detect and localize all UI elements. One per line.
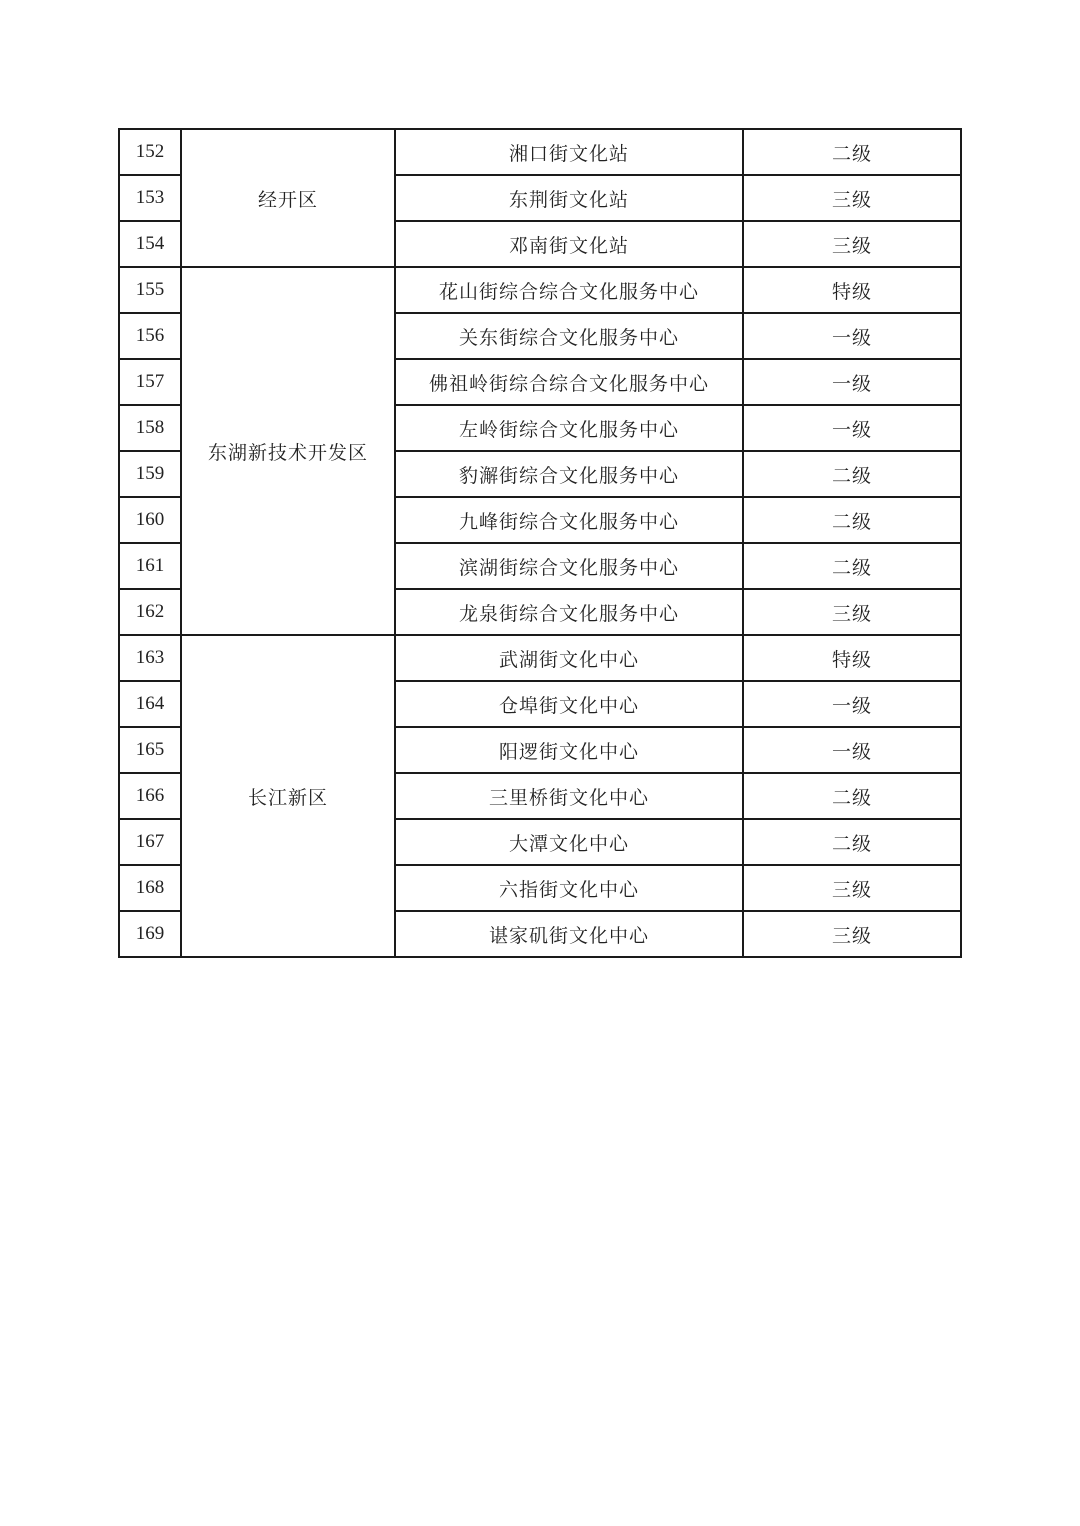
center-name: 三里桥街文化中心 (395, 773, 743, 819)
center-name: 花山街综合综合文化服务中心 (395, 267, 743, 313)
district-cell: 经开区 (181, 129, 395, 267)
level-cell: 特级 (743, 635, 961, 681)
level-cell: 二级 (743, 543, 961, 589)
level-cell: 二级 (743, 451, 961, 497)
center-name: 东荆街文化站 (395, 175, 743, 221)
center-name: 六指街文化中心 (395, 865, 743, 911)
row-number: 165 (119, 727, 181, 773)
level-cell: 一级 (743, 405, 961, 451)
row-number: 153 (119, 175, 181, 221)
center-name: 佛祖岭街综合综合文化服务中心 (395, 359, 743, 405)
level-cell: 一级 (743, 359, 961, 405)
center-name: 武湖街文化中心 (395, 635, 743, 681)
center-name: 九峰街综合文化服务中心 (395, 497, 743, 543)
center-name: 大潭文化中心 (395, 819, 743, 865)
level-cell: 二级 (743, 129, 961, 175)
level-cell: 一级 (743, 681, 961, 727)
culture-center-table (118, 128, 962, 958)
table-row (119, 267, 961, 313)
row-number: 166 (119, 773, 181, 819)
row-number: 156 (119, 313, 181, 359)
row-number: 164 (119, 681, 181, 727)
level-cell: 二级 (743, 773, 961, 819)
row-number: 157 (119, 359, 181, 405)
center-name: 豹澥街综合文化服务中心 (395, 451, 743, 497)
level-cell: 三级 (743, 589, 961, 635)
row-number: 162 (119, 589, 181, 635)
row-number: 154 (119, 221, 181, 267)
table-row (119, 635, 961, 681)
center-name: 左岭街综合文化服务中心 (395, 405, 743, 451)
culture-center-table-container (118, 128, 960, 958)
row-number: 161 (119, 543, 181, 589)
level-cell: 三级 (743, 221, 961, 267)
center-name: 滨湖街综合文化服务中心 (395, 543, 743, 589)
center-name: 谌家矶街文化中心 (395, 911, 743, 957)
district-cell: 东湖新技术开发区 (181, 267, 395, 635)
row-number: 169 (119, 911, 181, 957)
table-row (119, 129, 961, 175)
district-cell: 长江新区 (181, 635, 395, 957)
level-cell: 一级 (743, 727, 961, 773)
level-cell: 二级 (743, 819, 961, 865)
center-name: 阳逻街文化中心 (395, 727, 743, 773)
row-number: 160 (119, 497, 181, 543)
level-cell: 一级 (743, 313, 961, 359)
level-cell: 二级 (743, 497, 961, 543)
level-cell: 特级 (743, 267, 961, 313)
center-name: 湘口街文化站 (395, 129, 743, 175)
row-number: 167 (119, 819, 181, 865)
row-number: 158 (119, 405, 181, 451)
row-number: 152 (119, 129, 181, 175)
row-number: 155 (119, 267, 181, 313)
center-name: 龙泉街综合文化服务中心 (395, 589, 743, 635)
row-number: 159 (119, 451, 181, 497)
center-name: 仓埠街文化中心 (395, 681, 743, 727)
level-cell: 三级 (743, 175, 961, 221)
center-name: 关东街综合文化服务中心 (395, 313, 743, 359)
center-name: 邓南街文化站 (395, 221, 743, 267)
row-number: 168 (119, 865, 181, 911)
level-cell: 三级 (743, 865, 961, 911)
level-cell: 三级 (743, 911, 961, 957)
row-number: 163 (119, 635, 181, 681)
